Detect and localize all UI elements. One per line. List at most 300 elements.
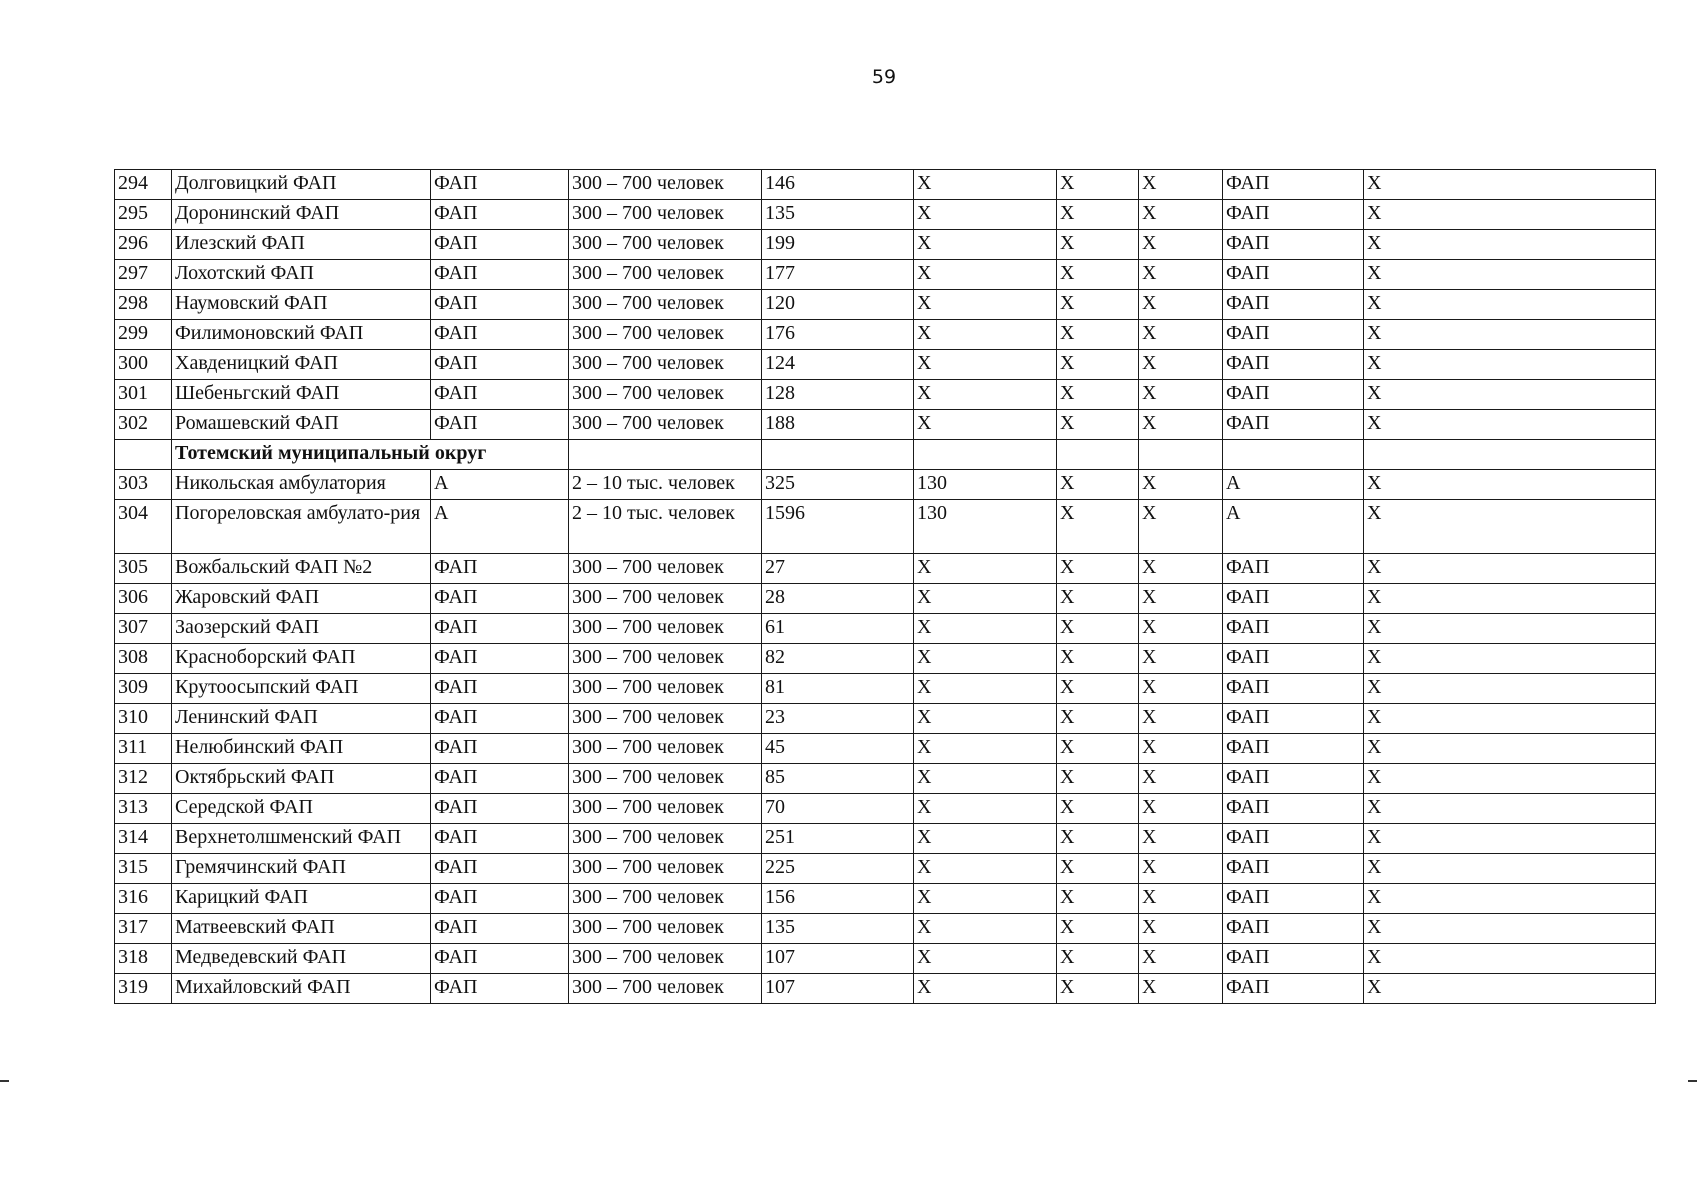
cell-col-10: X xyxy=(1364,380,1656,410)
cell-col-8: X xyxy=(1139,230,1223,260)
cell-col-6: 130 xyxy=(914,470,1057,500)
cell-col-10: X xyxy=(1364,914,1656,944)
cell-col-7: X xyxy=(1057,260,1139,290)
cell-col-8: X xyxy=(1139,884,1223,914)
row-number: 300 xyxy=(115,350,172,380)
table-row xyxy=(115,974,1656,1004)
cell-col-10: X xyxy=(1364,170,1656,200)
cell-col-10: X xyxy=(1364,794,1656,824)
cell-col-6: X xyxy=(914,854,1057,884)
population-range: 300 – 700 человек xyxy=(569,644,762,674)
cell-col-7: X xyxy=(1057,500,1139,554)
cell-col-8: X xyxy=(1139,914,1223,944)
cell-col-7: X xyxy=(1057,200,1139,230)
cell-col-6: X xyxy=(914,320,1057,350)
served-count: 128 xyxy=(762,380,914,410)
cell-col-7: X xyxy=(1057,914,1139,944)
table-row xyxy=(115,290,1656,320)
served-count: 146 xyxy=(762,170,914,200)
facility-type: А xyxy=(431,470,569,500)
facility-type: ФАП xyxy=(431,704,569,734)
cell-col-6: X xyxy=(914,200,1057,230)
facility-name: Крутоосыпский ФАП xyxy=(172,674,431,704)
cell-col-7: X xyxy=(1057,824,1139,854)
planned-type: ФАП xyxy=(1223,764,1364,794)
cell-col-7: X xyxy=(1057,794,1139,824)
facility-name: Ромашевский ФАП xyxy=(172,410,431,440)
facility-type: ФАП xyxy=(431,644,569,674)
table-row xyxy=(115,230,1656,260)
served-count: 135 xyxy=(762,200,914,230)
population-range: 300 – 700 человек xyxy=(569,914,762,944)
margin-mark-left xyxy=(0,1080,9,1082)
cell-col-10: X xyxy=(1364,230,1656,260)
population-range: 300 – 700 человек xyxy=(569,974,762,1004)
table-row xyxy=(115,170,1656,200)
facility-name: Долговицкий ФАП xyxy=(172,170,431,200)
planned-type: ФАП xyxy=(1223,380,1364,410)
cell-col-8: X xyxy=(1139,794,1223,824)
population-range: 300 – 700 человек xyxy=(569,614,762,644)
cell-col-6: X xyxy=(914,704,1057,734)
page-number: 59 xyxy=(871,66,897,88)
population-range: 300 – 700 человек xyxy=(569,764,762,794)
table-row xyxy=(115,554,1656,584)
margin-mark-right xyxy=(1688,1080,1697,1082)
cell-col-7: X xyxy=(1057,230,1139,260)
cell-col-6: X xyxy=(914,554,1057,584)
facility-type: ФАП xyxy=(431,554,569,584)
population-range: 300 – 700 человек xyxy=(569,794,762,824)
cell-col-6: X xyxy=(914,764,1057,794)
cell-col-8: X xyxy=(1139,584,1223,614)
planned-type: ФАП xyxy=(1223,824,1364,854)
cell-col-10: X xyxy=(1364,200,1656,230)
facility-name: Заозерский ФАП xyxy=(172,614,431,644)
facility-name: Хавденицкий ФАП xyxy=(172,350,431,380)
facility-type: ФАП xyxy=(431,350,569,380)
row-number: 306 xyxy=(115,584,172,614)
cell-col-7: X xyxy=(1057,974,1139,1004)
facility-type: А xyxy=(431,500,569,554)
table-row xyxy=(115,500,1656,554)
cell-col-7: X xyxy=(1057,614,1139,644)
population-range: 300 – 700 человек xyxy=(569,854,762,884)
population-range: 300 – 700 человек xyxy=(569,704,762,734)
cell-col-6: X xyxy=(914,380,1057,410)
row-number: 308 xyxy=(115,644,172,674)
cell-col-10: X xyxy=(1364,824,1656,854)
cell-col-10: X xyxy=(1364,410,1656,440)
cell-col-6: X xyxy=(914,230,1057,260)
facilities-table xyxy=(114,169,1656,1004)
table-row xyxy=(115,200,1656,230)
population-range: 2 – 10 тыс. человек xyxy=(569,500,762,554)
table-row xyxy=(115,260,1656,290)
cell-col-7: X xyxy=(1057,410,1139,440)
population-range: 300 – 700 человек xyxy=(569,674,762,704)
cell-col-10: X xyxy=(1364,854,1656,884)
cell-col-8: X xyxy=(1139,200,1223,230)
served-count: 176 xyxy=(762,320,914,350)
facility-name: Наумовский ФАП xyxy=(172,290,431,320)
cell-col-10: X xyxy=(1364,884,1656,914)
served-count: 188 xyxy=(762,410,914,440)
cell-col-8: X xyxy=(1139,644,1223,674)
cell-col-6: X xyxy=(914,974,1057,1004)
facility-name: Доронинский ФАП xyxy=(172,200,431,230)
table-row xyxy=(115,674,1656,704)
population-range: 300 – 700 человек xyxy=(569,170,762,200)
empty-cell xyxy=(1223,440,1364,470)
served-count: 107 xyxy=(762,944,914,974)
cell-col-8: X xyxy=(1139,410,1223,440)
cell-col-8: X xyxy=(1139,974,1223,1004)
cell-col-7: X xyxy=(1057,320,1139,350)
cell-col-8: X xyxy=(1139,320,1223,350)
facility-type: ФАП xyxy=(431,380,569,410)
cell-col-7: X xyxy=(1057,644,1139,674)
facility-name: Середской ФАП xyxy=(172,794,431,824)
empty-cell xyxy=(115,440,172,470)
population-range: 300 – 700 человек xyxy=(569,554,762,584)
cell-col-8: X xyxy=(1139,704,1223,734)
facility-name: Карицкий ФАП xyxy=(172,884,431,914)
cell-col-6: X xyxy=(914,674,1057,704)
cell-col-7: X xyxy=(1057,944,1139,974)
planned-type: ФАП xyxy=(1223,704,1364,734)
served-count: 199 xyxy=(762,230,914,260)
facility-name: Матвеевский ФАП xyxy=(172,914,431,944)
cell-col-8: X xyxy=(1139,380,1223,410)
row-number: 294 xyxy=(115,170,172,200)
cell-col-6: 130 xyxy=(914,500,1057,554)
served-count: 107 xyxy=(762,974,914,1004)
served-count: 82 xyxy=(762,644,914,674)
facility-type: ФАП xyxy=(431,584,569,614)
served-count: 81 xyxy=(762,674,914,704)
facility-type: ФАП xyxy=(431,290,569,320)
empty-cell xyxy=(1139,440,1223,470)
served-count: 45 xyxy=(762,734,914,764)
facility-type: ФАП xyxy=(431,320,569,350)
cell-col-8: X xyxy=(1139,290,1223,320)
cell-col-7: X xyxy=(1057,674,1139,704)
planned-type: ФАП xyxy=(1223,854,1364,884)
row-number: 297 xyxy=(115,260,172,290)
row-number: 305 xyxy=(115,554,172,584)
table-row xyxy=(115,350,1656,380)
facility-name: Медведевский ФАП xyxy=(172,944,431,974)
cell-col-6: X xyxy=(914,260,1057,290)
population-range: 300 – 700 человек xyxy=(569,380,762,410)
facility-type: ФАП xyxy=(431,764,569,794)
served-count: 85 xyxy=(762,764,914,794)
planned-type: ФАП xyxy=(1223,350,1364,380)
row-number: 295 xyxy=(115,200,172,230)
population-range: 300 – 700 человек xyxy=(569,230,762,260)
cell-col-10: X xyxy=(1364,470,1656,500)
cell-col-8: X xyxy=(1139,614,1223,644)
cell-col-10: X xyxy=(1364,584,1656,614)
cell-col-6: X xyxy=(914,644,1057,674)
cell-col-8: X xyxy=(1139,734,1223,764)
facility-type: ФАП xyxy=(431,854,569,884)
planned-type: ФАП xyxy=(1223,200,1364,230)
facility-type: ФАП xyxy=(431,410,569,440)
population-range: 300 – 700 человек xyxy=(569,944,762,974)
facility-type: ФАП xyxy=(431,914,569,944)
table-row xyxy=(115,794,1656,824)
facility-name: Ленинский ФАП xyxy=(172,704,431,734)
facility-type: ФАП xyxy=(431,884,569,914)
row-number: 303 xyxy=(115,470,172,500)
planned-type: ФАП xyxy=(1223,674,1364,704)
empty-cell xyxy=(914,440,1057,470)
row-number: 319 xyxy=(115,974,172,1004)
population-range: 300 – 700 человек xyxy=(569,290,762,320)
facility-name: Гремячинский ФАП xyxy=(172,854,431,884)
planned-type: ФАП xyxy=(1223,914,1364,944)
cell-col-7: X xyxy=(1057,380,1139,410)
table-row xyxy=(115,824,1656,854)
planned-type: ФАП xyxy=(1223,734,1364,764)
facility-name: Верхнетолшменский ФАП xyxy=(172,824,431,854)
cell-col-10: X xyxy=(1364,500,1656,554)
facility-type: ФАП xyxy=(431,200,569,230)
cell-col-8: X xyxy=(1139,470,1223,500)
cell-col-6: X xyxy=(914,410,1057,440)
cell-col-10: X xyxy=(1364,764,1656,794)
facility-name: Октябрьский ФАП xyxy=(172,764,431,794)
facility-type: ФАП xyxy=(431,944,569,974)
row-number: 316 xyxy=(115,884,172,914)
facility-name: Илезский ФАП xyxy=(172,230,431,260)
facility-name: Красноборский ФАП xyxy=(172,644,431,674)
cell-col-8: X xyxy=(1139,554,1223,584)
cell-col-6: X xyxy=(914,350,1057,380)
facility-name: Погореловская амбулато-рия xyxy=(172,500,431,554)
table-row xyxy=(115,764,1656,794)
row-number: 302 xyxy=(115,410,172,440)
facility-type: ФАП xyxy=(431,260,569,290)
planned-type: ФАП xyxy=(1223,644,1364,674)
population-range: 300 – 700 человек xyxy=(569,410,762,440)
planned-type: ФАП xyxy=(1223,974,1364,1004)
planned-type: ФАП xyxy=(1223,584,1364,614)
empty-cell xyxy=(569,440,762,470)
table-body xyxy=(115,170,1656,1004)
facility-type: ФАП xyxy=(431,824,569,854)
cell-col-7: X xyxy=(1057,704,1139,734)
facility-type: ФАП xyxy=(431,974,569,1004)
cell-col-8: X xyxy=(1139,824,1223,854)
facility-type: ФАП xyxy=(431,170,569,200)
cell-col-7: X xyxy=(1057,734,1139,764)
facility-name: Лохотский ФАП xyxy=(172,260,431,290)
cell-col-8: X xyxy=(1139,764,1223,794)
cell-col-8: X xyxy=(1139,500,1223,554)
facility-name: Шебеньгский ФАП xyxy=(172,380,431,410)
table-row xyxy=(115,410,1656,440)
table-row xyxy=(115,884,1656,914)
table-row xyxy=(115,320,1656,350)
table-row xyxy=(115,470,1656,500)
served-count: 70 xyxy=(762,794,914,824)
row-number: 301 xyxy=(115,380,172,410)
table-row xyxy=(115,914,1656,944)
planned-type: ФАП xyxy=(1223,884,1364,914)
served-count: 156 xyxy=(762,884,914,914)
row-number: 311 xyxy=(115,734,172,764)
cell-col-7: X xyxy=(1057,584,1139,614)
population-range: 300 – 700 человек xyxy=(569,320,762,350)
cell-col-7: X xyxy=(1057,854,1139,884)
facility-name: Никольская амбулатория xyxy=(172,470,431,500)
served-count: 61 xyxy=(762,614,914,644)
cell-col-8: X xyxy=(1139,170,1223,200)
population-range: 300 – 700 человек xyxy=(569,260,762,290)
served-count: 120 xyxy=(762,290,914,320)
cell-col-10: X xyxy=(1364,974,1656,1004)
planned-type: ФАП xyxy=(1223,614,1364,644)
cell-col-10: X xyxy=(1364,674,1656,704)
section-row xyxy=(115,440,1656,470)
cell-col-6: X xyxy=(914,290,1057,320)
facility-name: Филимоновский ФАП xyxy=(172,320,431,350)
row-number: 310 xyxy=(115,704,172,734)
table-row xyxy=(115,944,1656,974)
cell-col-6: X xyxy=(914,584,1057,614)
cell-col-10: X xyxy=(1364,320,1656,350)
facility-type: ФАП xyxy=(431,734,569,764)
row-number: 312 xyxy=(115,764,172,794)
row-number: 317 xyxy=(115,914,172,944)
cell-col-10: X xyxy=(1364,614,1656,644)
row-number: 296 xyxy=(115,230,172,260)
table-row xyxy=(115,584,1656,614)
cell-col-7: X xyxy=(1057,170,1139,200)
cell-col-10: X xyxy=(1364,734,1656,764)
population-range: 300 – 700 человек xyxy=(569,584,762,614)
population-range: 300 – 700 человек xyxy=(569,884,762,914)
cell-col-7: X xyxy=(1057,554,1139,584)
cell-col-10: X xyxy=(1364,644,1656,674)
facility-name: Вожбальский ФАП №2 xyxy=(172,554,431,584)
planned-type: ФАП xyxy=(1223,554,1364,584)
row-number: 315 xyxy=(115,854,172,884)
cell-col-10: X xyxy=(1364,704,1656,734)
population-range: 300 – 700 человек xyxy=(569,734,762,764)
row-number: 299 xyxy=(115,320,172,350)
row-number: 298 xyxy=(115,290,172,320)
population-range: 300 – 700 человек xyxy=(569,200,762,230)
served-count: 325 xyxy=(762,470,914,500)
table-row xyxy=(115,734,1656,764)
facility-name: Михайловский ФАП xyxy=(172,974,431,1004)
planned-type: ФАП xyxy=(1223,230,1364,260)
planned-type: ФАП xyxy=(1223,944,1364,974)
cell-col-8: X xyxy=(1139,944,1223,974)
population-range: 300 – 700 человек xyxy=(569,824,762,854)
cell-col-7: X xyxy=(1057,884,1139,914)
table-row xyxy=(115,614,1656,644)
facility-type: ФАП xyxy=(431,674,569,704)
cell-col-10: X xyxy=(1364,350,1656,380)
section-title: Тотемский муниципальный округ xyxy=(172,440,569,470)
population-range: 2 – 10 тыс. человек xyxy=(569,470,762,500)
table-row xyxy=(115,380,1656,410)
cell-col-10: X xyxy=(1364,290,1656,320)
served-count: 135 xyxy=(762,914,914,944)
cell-col-10: X xyxy=(1364,554,1656,584)
planned-type: ФАП xyxy=(1223,320,1364,350)
cell-col-7: X xyxy=(1057,290,1139,320)
served-count: 23 xyxy=(762,704,914,734)
cell-col-6: X xyxy=(914,944,1057,974)
cell-col-7: X xyxy=(1057,470,1139,500)
planned-type: А xyxy=(1223,500,1364,554)
served-count: 27 xyxy=(762,554,914,584)
facility-type: ФАП xyxy=(431,794,569,824)
facility-name: Нелюбинский ФАП xyxy=(172,734,431,764)
cell-col-8: X xyxy=(1139,674,1223,704)
planned-type: ФАП xyxy=(1223,290,1364,320)
population-range: 300 – 700 человек xyxy=(569,350,762,380)
served-count: 177 xyxy=(762,260,914,290)
table-row xyxy=(115,644,1656,674)
cell-col-8: X xyxy=(1139,260,1223,290)
cell-col-10: X xyxy=(1364,944,1656,974)
row-number: 304 xyxy=(115,500,172,554)
table-row xyxy=(115,854,1656,884)
cell-col-8: X xyxy=(1139,350,1223,380)
planned-type: ФАП xyxy=(1223,260,1364,290)
served-count: 251 xyxy=(762,824,914,854)
planned-type: ФАП xyxy=(1223,410,1364,440)
row-number: 314 xyxy=(115,824,172,854)
facility-name: Жаровский ФАП xyxy=(172,584,431,614)
table-row xyxy=(115,704,1656,734)
served-count: 1596 xyxy=(762,500,914,554)
row-number: 318 xyxy=(115,944,172,974)
row-number: 313 xyxy=(115,794,172,824)
cell-col-10: X xyxy=(1364,260,1656,290)
planned-type: А xyxy=(1223,470,1364,500)
planned-type: ФАП xyxy=(1223,794,1364,824)
cell-col-7: X xyxy=(1057,350,1139,380)
cell-col-6: X xyxy=(914,734,1057,764)
empty-cell xyxy=(1364,440,1656,470)
cell-col-6: X xyxy=(914,824,1057,854)
cell-col-6: X xyxy=(914,614,1057,644)
cell-col-6: X xyxy=(914,170,1057,200)
served-count: 225 xyxy=(762,854,914,884)
facility-type: ФАП xyxy=(431,614,569,644)
cell-col-6: X xyxy=(914,914,1057,944)
empty-cell xyxy=(762,440,914,470)
served-count: 124 xyxy=(762,350,914,380)
row-number: 307 xyxy=(115,614,172,644)
served-count: 28 xyxy=(762,584,914,614)
empty-cell xyxy=(1057,440,1139,470)
cell-col-6: X xyxy=(914,794,1057,824)
cell-col-7: X xyxy=(1057,764,1139,794)
planned-type: ФАП xyxy=(1223,170,1364,200)
cell-col-6: X xyxy=(914,884,1057,914)
cell-col-8: X xyxy=(1139,854,1223,884)
row-number: 309 xyxy=(115,674,172,704)
